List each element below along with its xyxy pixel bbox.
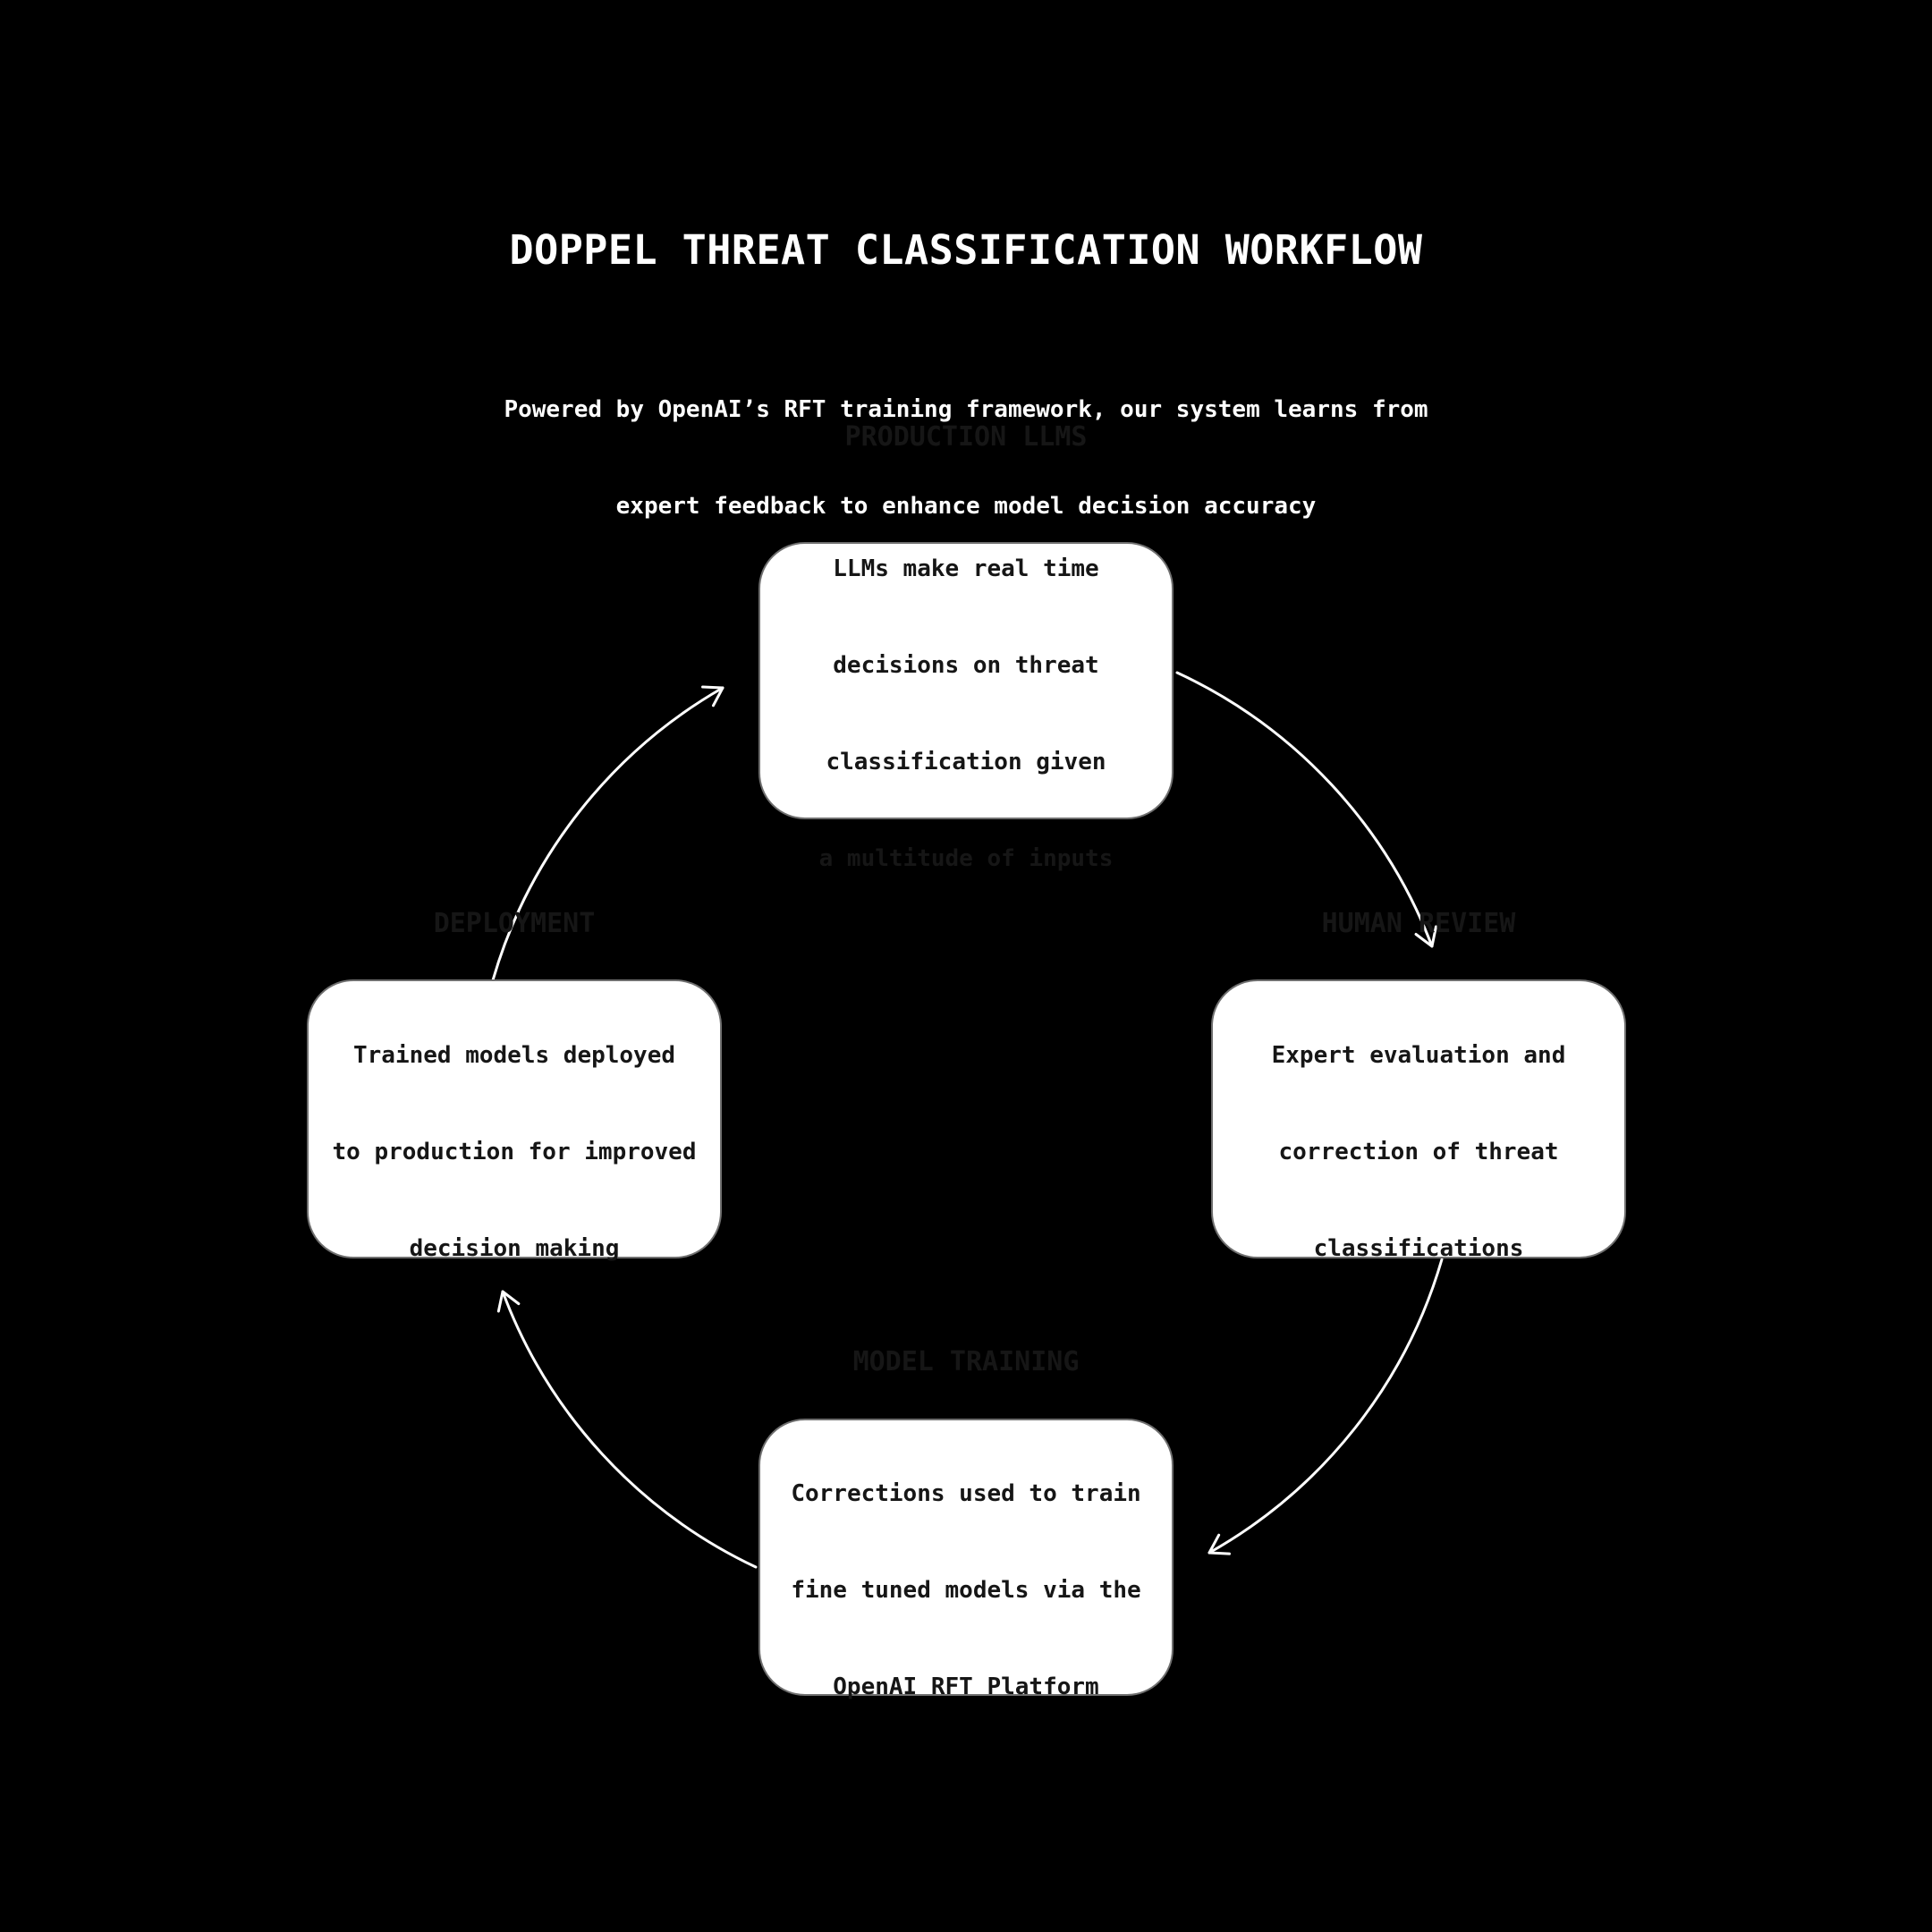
arrow-production-to-review xyxy=(1177,673,1432,946)
node-deployment-title: DEPLOYMENT xyxy=(433,908,596,939)
node-model-training xyxy=(758,1346,1174,1700)
subtitle-line-1: Powered by OpenAI’s RFT training framework, our system learns from xyxy=(504,396,1428,423)
body-line: LLMs make real time xyxy=(833,555,1099,582)
body-line: OpenAI RFT Platform xyxy=(833,1674,1099,1700)
node-human-review-body xyxy=(1272,975,1566,1329)
body-line: classifications xyxy=(1313,1235,1524,1262)
node-model-training-body xyxy=(791,1413,1140,1767)
body-line: Corrections used to train xyxy=(791,1480,1141,1507)
node-model-training-title: MODEL TRAINING xyxy=(852,1346,1080,1377)
body-line: correction of threat xyxy=(1278,1139,1559,1165)
node-human-review-title: HUMAN REVIEW xyxy=(1321,908,1516,939)
body-line: Expert evaluation and xyxy=(1271,1042,1566,1069)
subtitle-line-2: expert feedback to enhance model decision accuracy xyxy=(615,493,1317,520)
arrow-training-to-deployment xyxy=(503,1292,756,1567)
body-line: classification given xyxy=(826,749,1106,775)
body-line: a multitude of inputs xyxy=(818,845,1114,872)
node-human-review xyxy=(1211,908,1626,1262)
node-production-llms-body xyxy=(819,488,1114,939)
body-line: fine tuned models via the xyxy=(791,1577,1141,1604)
body-line: decisions on threat xyxy=(833,652,1099,679)
page-title: DOPPEL THREAT CLASSIFICATION WORKFLOW xyxy=(509,226,1423,274)
node-production-llms-title: PRODUCTION LLMS xyxy=(844,421,1088,453)
node-deployment xyxy=(307,908,722,1262)
body-line: decision making xyxy=(409,1235,620,1262)
body-line: Trained models deployed xyxy=(352,1042,676,1069)
node-deployment-body xyxy=(333,975,697,1329)
body-line: to production for improved xyxy=(332,1139,697,1165)
